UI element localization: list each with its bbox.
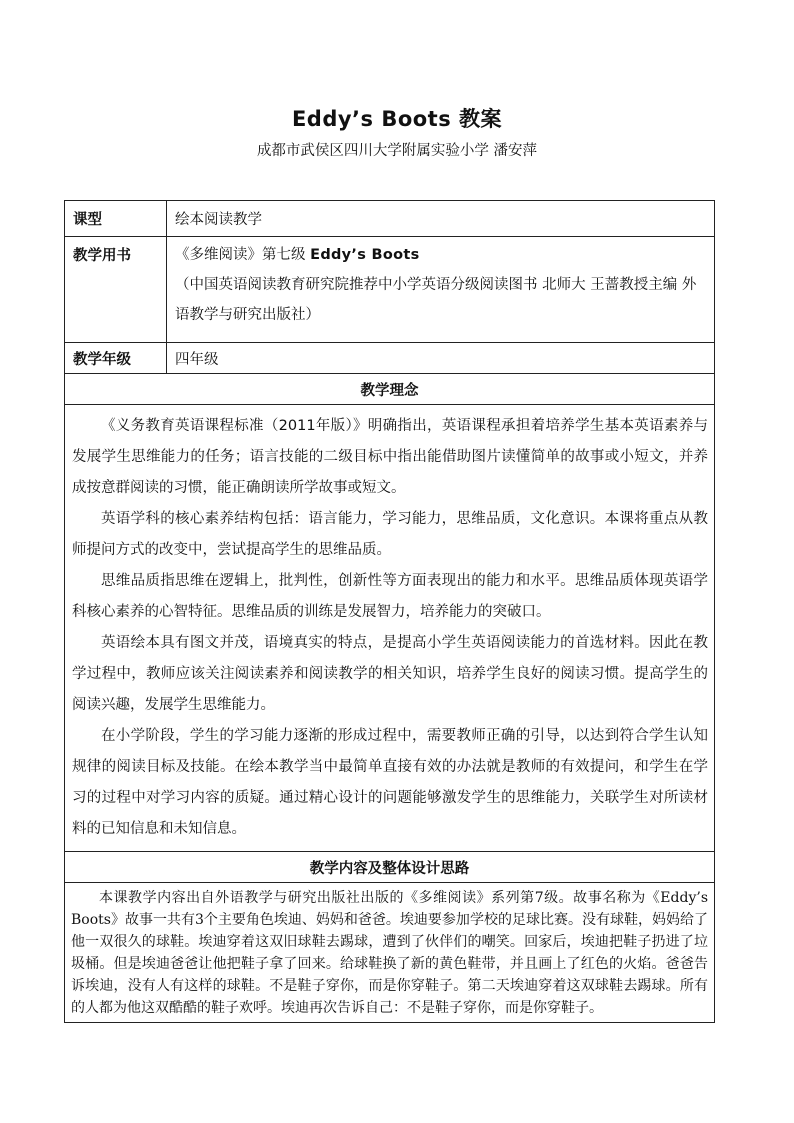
lesson-type-value: 绘本阅读教学 (167, 201, 715, 237)
table-row-design-heading (65, 852, 715, 883)
philosophy-paragraph: 英语学科的核心素养结构包括：语言能力，学习能力，思维品质，文化意识。本课将重点从教师提问方式的改变中，尝试提高学生的思维品质。 (72, 511, 708, 558)
textbook-cell (167, 237, 715, 343)
design-content: 本课教学内容出自外语教学与研究出版社出版的《多维阅读》系列第7级。故事名称为《Eddy’s Boots》故事一共有3个主要角色埃迪、妈妈和爸爸。埃迪要参加学校的足球比赛。没有球鞋，妈妈给了他一双很久的球鞋。埃迪穿着这双旧球鞋去踢球，遭到了伙伴们的嘲笑。回家后，埃迪把鞋子扔进了垃圾桶。但是埃迪爸爸让他把鞋子拿了回来。给球鞋换了新的黄色鞋带，并且画上了红色的火焰。爸爸告诉埃迪，没有人有这样的球鞋。不是鞋子穿你，而是你穿鞋子。第二天埃迪穿着这双球鞋去踢球。所有的人都为他这双酷酷的鞋子欢呼。埃迪再次告诉自己：不是鞋子穿你，而是你穿鞋子。 (65, 883, 715, 1023)
lesson-type-label: 课型 (65, 201, 167, 237)
philosophy-paragraph: 思维品质指思维在逻辑上，批判性，创新性等方面表现出的能力和水平。思维品质体现英语学科核心素养的心智特征。思维品质的训练是发展智力，培养能力的突破口。 (72, 573, 708, 620)
philosophy-paragraph: 在小学阶段，学生的学习能力逐渐的形成过程中，需要教师正确的引导，以达到符合学生认知规律的阅读目标及技能。在绘本教学当中最简单直接有效的办法就是教师的有效提问，和学生在学习的过程中对学习内容的质疑。通过精心设计的问题能够激发学生的思维能力，关联学生对所读材料的已知信息和未知信息。 (72, 728, 708, 837)
philosophy-content (65, 405, 715, 852)
table-row-design (65, 883, 715, 1023)
table-row-textbook (65, 237, 715, 343)
table-row-philosophy-heading (65, 374, 715, 405)
table-row-grade (65, 343, 715, 374)
philosophy-paragraph: 英语绘本具有图文并茂，语境真实的特点，是提高小学生英语阅读能力的首选材料。因此在教学过程中，教师应该关注阅读素养和阅读教学的相关知识，培养学生良好的阅读习惯。提高学生的阅读兴趣，发展学生思维能力。 (72, 635, 708, 713)
philosophy-heading: 教学理念 (65, 374, 715, 405)
textbook-prefix: 《多维阅读》第七级 (175, 247, 311, 263)
book-title: Eddy’s Boots (310, 247, 420, 263)
textbook-note: （中国英语阅读教育研究院推荐中小学英语分级阅读图书 北师大 王蔷教授主编 外语教学与研究出版社） (175, 277, 697, 323)
document-title: Eddy’s Boots 教案 (291, 107, 503, 131)
design-heading: 教学内容及整体设计思路 (65, 852, 715, 883)
lesson-plan-table (64, 200, 715, 1023)
table-row-lesson-type (65, 201, 715, 237)
textbook-label: 教学用书 (65, 237, 167, 343)
textbook-name (175, 244, 714, 266)
table-row-philosophy (65, 405, 715, 852)
grade-value: 四年级 (167, 343, 715, 374)
philosophy-paragraph: 《义务教育英语课程标准（2011年版）》明确指出，英语课程承担着培养学生基本英语素养与发展学生思维能力的任务；语言技能的二级目标中指出能借助图片读懂简单的故事或小短文，并养成按意群阅读的习惯，能正确朗读所学故事或短文。 (72, 418, 708, 496)
grade-label: 教学年级 (65, 343, 167, 374)
author-line: 成都市武侯区四川大学附属实验小学 潘安萍 (256, 143, 538, 159)
